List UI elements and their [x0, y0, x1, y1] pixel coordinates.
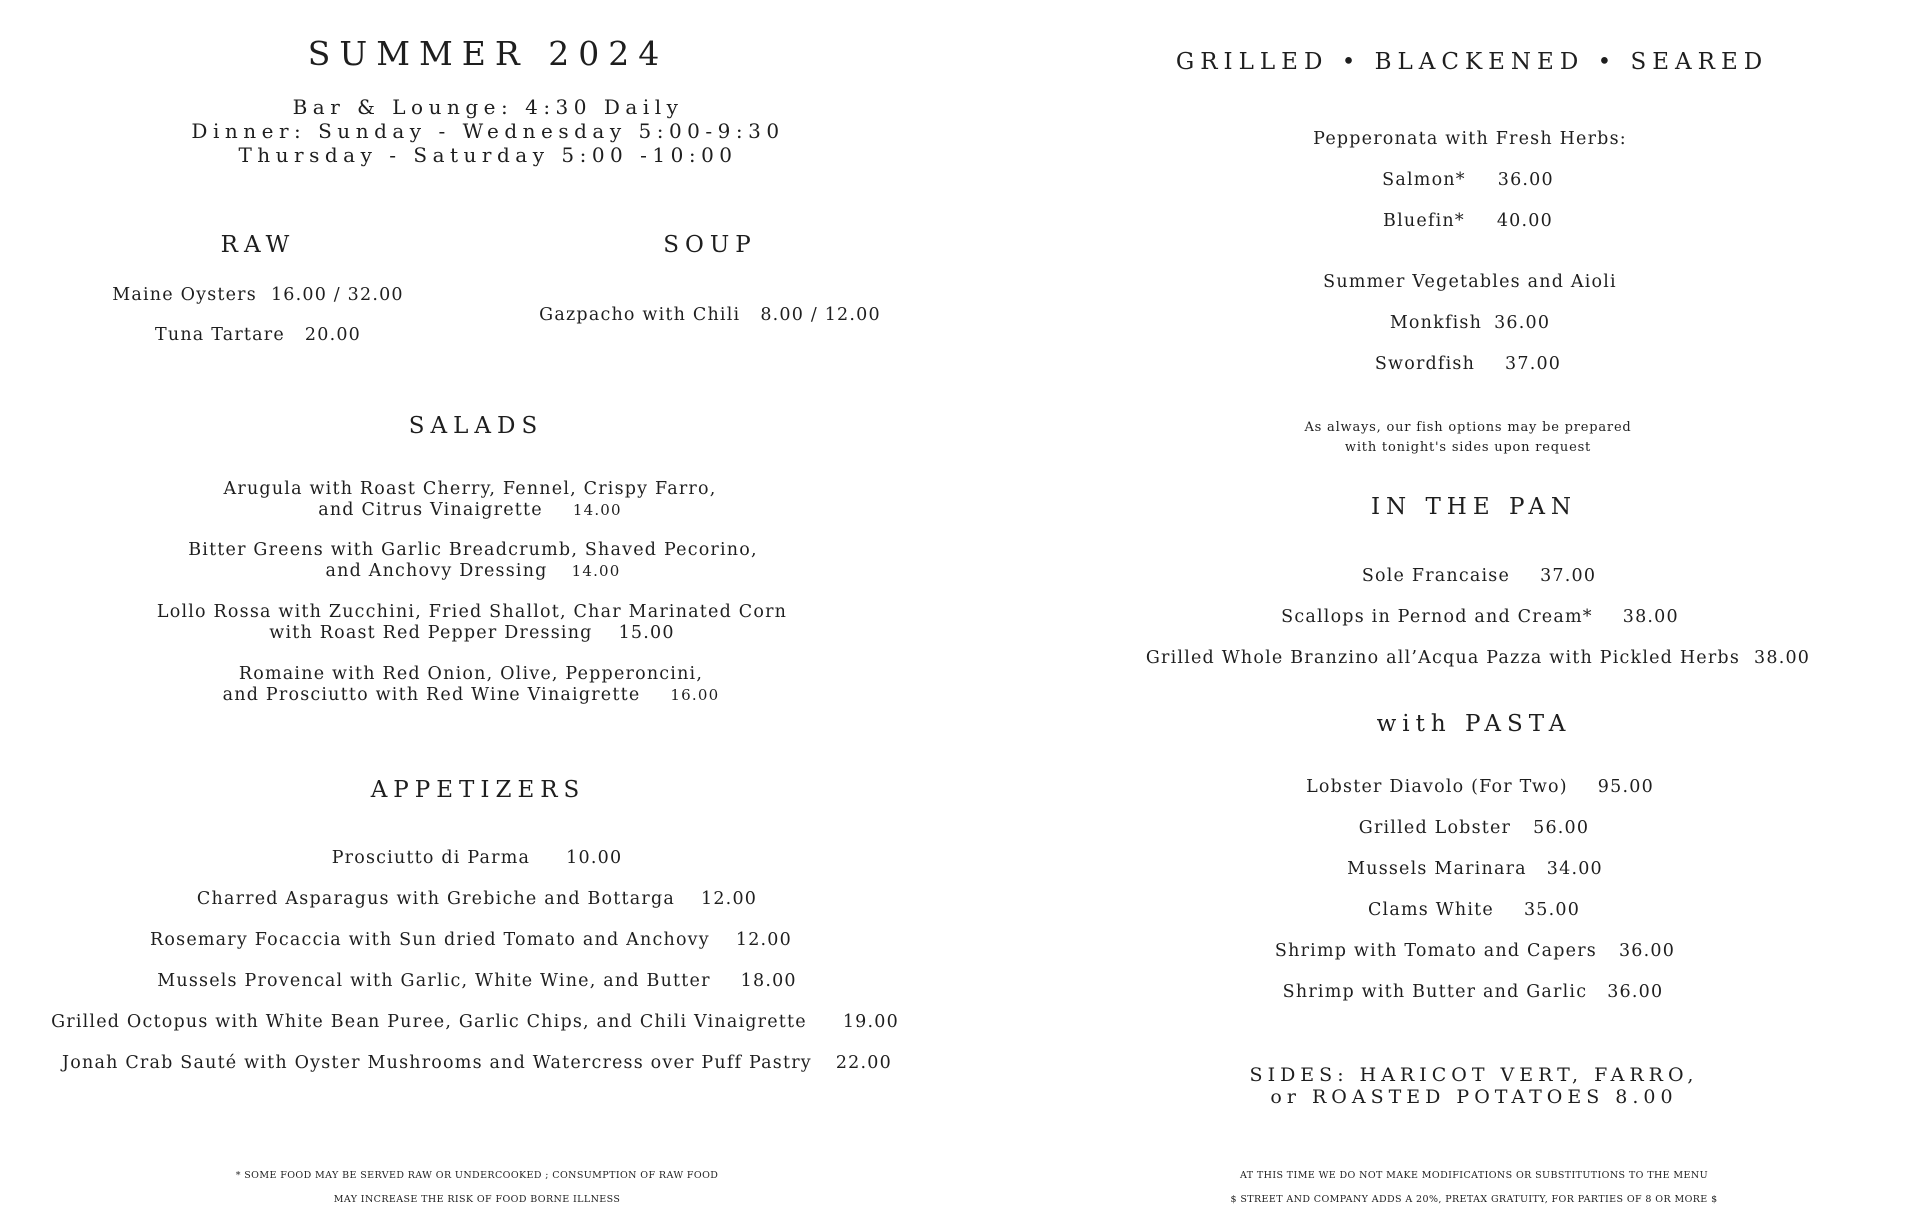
item-price: 8.00 / 12.00: [760, 305, 881, 325]
item-price: 19.00: [842, 1012, 899, 1032]
menu-item: [155, 325, 361, 346]
fish-item: [1382, 170, 1554, 191]
item-name: Gazpacho with Chili: [539, 305, 741, 325]
salad-item: [224, 479, 717, 521]
item-name: Grilled Lobster: [1358, 818, 1512, 838]
appetizer-item: [157, 971, 797, 992]
fish-preparation-note: [1304, 418, 1631, 458]
item-name: Monkfish: [1389, 313, 1483, 333]
fish-group-label: Summer Vegetables and Aioli: [1323, 272, 1617, 292]
appetizer-item: [62, 1053, 892, 1074]
item-name: Lobster Diavolo (For Two): [1306, 777, 1568, 797]
item-price: 36.00: [1607, 982, 1664, 1002]
pasta-item: [1275, 941, 1675, 962]
item-name: Rosemary Focaccia with Sun dried Tomato and Anchovy: [150, 930, 710, 950]
item-name: Clams White: [1367, 900, 1494, 920]
item-name-line2: and Anchovy Dressing: [325, 561, 548, 581]
appetizer-item: [150, 930, 792, 951]
section-heading-grilled: GRILLED • BLACKENED • SEARED: [1175, 49, 1769, 75]
item-name: Bluefin*: [1383, 211, 1465, 231]
section-heading-with-pasta: with PASTA: [1376, 711, 1572, 737]
item-name: Sole Francaise: [1361, 566, 1511, 586]
item-name: Jonah Crab Sauté with Oyster Mushrooms and Watercress over Puff Pastry: [62, 1053, 812, 1073]
policy-line-2: $ STREET AND COMPANY ADDS A 20%, PRETAX GRATUITY, FOR PARTIES OF 8 OR MORE $: [1230, 1194, 1718, 1205]
fish-note-line-1: As always, our fish options may be prepared: [1304, 420, 1632, 435]
item-price: 14.00: [572, 501, 622, 519]
item-name-line1: Bitter Greens with Garlic Breadcrumb, Shaved Pecorino,: [188, 540, 758, 560]
policy-line-1: AT THIS TIME WE DO NOT MAKE MODIFICATIONS OR SUBSTITUTIONS TO THE MENU: [1240, 1170, 1708, 1181]
item-price: 36.00: [1494, 313, 1551, 333]
item-price: 20.00: [304, 325, 362, 345]
sides-block: [1250, 1064, 1699, 1108]
left-menu-page: [0, 0, 960, 1220]
pan-item: [1281, 607, 1679, 628]
hours-dinner-sun-wed: Dinner: Sunday - Wednesday 5:00-9:30: [191, 119, 785, 143]
item-price: 16.00: [670, 686, 720, 704]
item-name: Scallops in Pernod and Cream*: [1281, 607, 1593, 627]
item-price: 35.00: [1523, 900, 1581, 920]
item-name-line1: Arugula with Roast Cherry, Fennel, Crispy Farro,: [223, 479, 717, 499]
item-name-line2: and Citrus Vinaigrette: [318, 500, 543, 520]
raw-food-disclaimer: [236, 1164, 719, 1212]
item-name-line2: and Prosciutto with Red Wine Vinaigrette: [222, 685, 641, 705]
right-menu-page: [960, 0, 1921, 1220]
fish-group-label: Pepperonata with Fresh Herbs:: [1313, 129, 1627, 149]
section-heading-salads: SALADS: [408, 413, 544, 439]
item-price: 40.00: [1496, 211, 1553, 231]
item-name: Mussels Marinara: [1347, 859, 1527, 879]
disclaimer-line-1: * SOME FOOD MAY BE SERVED RAW OR UNDERCOOKED ; CONSUMPTION OF RAW FOOD: [235, 1170, 719, 1181]
item-name: Shrimp with Tomato and Capers: [1274, 941, 1597, 961]
item-price: 12.00: [701, 889, 758, 909]
item-price: 14.00: [571, 562, 621, 580]
menu-item: [112, 285, 404, 306]
item-name-line1: Lollo Rossa with Zucchini, Fried Shallot, Char Marinated Corn: [156, 602, 788, 622]
item-price: 10.00: [566, 848, 623, 868]
item-name: Tuna Tartare: [154, 325, 285, 345]
pasta-item: [1359, 818, 1589, 839]
pasta-item: [1347, 859, 1603, 880]
item-price: 37.00: [1505, 354, 1562, 374]
pasta-item: [1283, 982, 1664, 1003]
menu-item: [539, 305, 881, 326]
fish-item: [1390, 313, 1550, 334]
item-name: Swordfish: [1374, 354, 1476, 374]
item-price: 36.00: [1497, 170, 1554, 190]
item-price: 37.00: [1540, 566, 1597, 586]
item-name: Charred Asparagus with Grebiche and Bottarga: [196, 889, 676, 909]
item-name: Shrimp with Butter and Garlic: [1282, 982, 1588, 1002]
salad-item: [223, 664, 720, 706]
pasta-item: [1368, 900, 1580, 921]
item-price: 36.00: [1618, 941, 1676, 961]
section-heading-in-the-pan: IN THE PAN: [1370, 494, 1578, 520]
salad-item: [157, 602, 787, 644]
hours-block: [191, 95, 784, 167]
item-name: Salmon*: [1382, 170, 1466, 190]
fish-note-line-2: with tonight's sides upon request: [1344, 440, 1592, 455]
fish-item: [1383, 211, 1553, 232]
policy-note: [1230, 1164, 1717, 1212]
menu-title: SUMMER 2024: [307, 34, 669, 73]
item-price: 95.00: [1597, 777, 1654, 797]
item-price: 15.00: [618, 623, 675, 643]
section-heading-appetizers: APPETIZERS: [370, 777, 586, 803]
item-price: 18.00: [740, 971, 797, 991]
item-name: Grilled Octopus with White Bean Puree, Garlic Chips, and Chili Vinaigrette: [51, 1012, 807, 1032]
item-price: 16.00 / 32.00: [270, 285, 404, 305]
item-name-line1: Romaine with Red Onion, Olive, Pepperoncini,: [238, 664, 704, 684]
appetizer-item: [197, 889, 757, 910]
item-name: Maine Oysters: [112, 285, 257, 305]
item-price: 38.00: [1622, 607, 1679, 627]
section-heading-soup: SOUP: [663, 232, 757, 258]
item-price: 56.00: [1533, 818, 1590, 838]
pan-item: [1362, 566, 1596, 587]
appetizer-item: [51, 1012, 899, 1033]
hours-thu-sat: Thursday - Saturday 5:00 -10:00: [238, 143, 738, 167]
item-name: Mussels Provencal with Garlic, White Wine, and Butter: [157, 971, 711, 991]
disclaimer-line-2: MAY INCREASE THE RISK OF FOOD BORNE ILLNESS: [333, 1194, 621, 1205]
sides-line-1: SIDES: HARICOT VERT, FARRO,: [1249, 1064, 1699, 1086]
item-name: Grilled Whole Branzino all’Acqua Pazza with Pickled Herbs: [1145, 648, 1741, 668]
item-name: Prosciutto di Parma: [331, 848, 531, 868]
item-name-line2: with Roast Red Pepper Dressing: [269, 623, 593, 643]
appetizer-item: [332, 848, 623, 869]
item-price: 22.00: [835, 1053, 892, 1073]
pasta-item: [1306, 777, 1654, 798]
item-price: 12.00: [735, 930, 792, 950]
fish-item: [1375, 354, 1561, 375]
sides-line-2: or ROASTED POTATOES 8.00: [1270, 1086, 1678, 1108]
item-price: 34.00: [1546, 859, 1603, 879]
item-price: 38.00: [1754, 648, 1811, 668]
section-heading-raw: RAW: [220, 232, 296, 258]
pan-item: [1146, 648, 1810, 669]
salad-item: [188, 540, 758, 582]
hours-bar-lounge: Bar & Lounge: 4:30 Daily: [292, 95, 684, 119]
